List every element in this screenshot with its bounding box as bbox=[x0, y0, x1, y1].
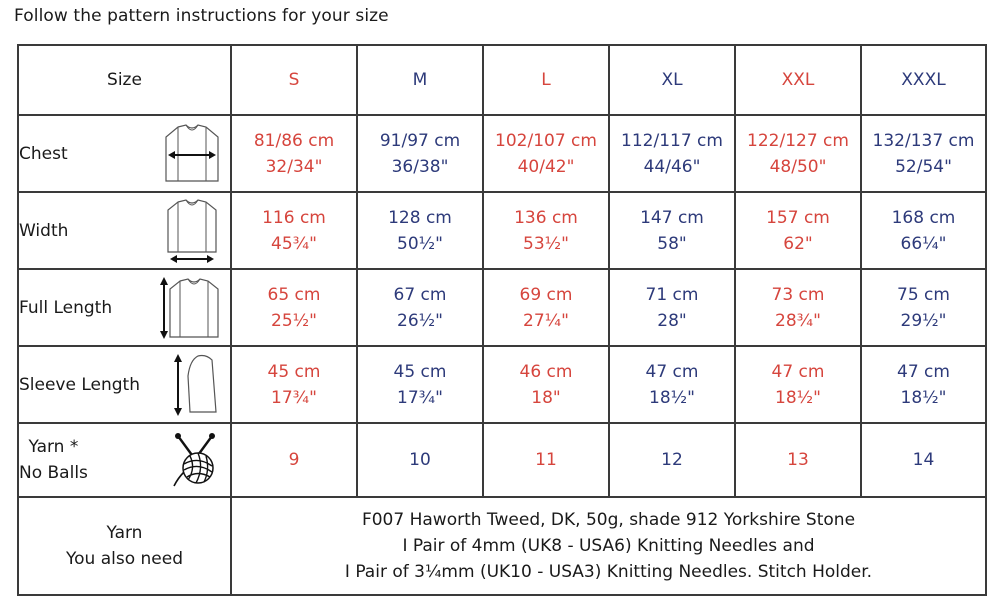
chest-garment-icon bbox=[164, 123, 220, 185]
width-m-cm: 128 cm bbox=[388, 207, 452, 228]
size-l: L bbox=[483, 45, 609, 115]
chest-xl-cm: 112/117 cm bbox=[621, 130, 723, 151]
full-length-s-in: 25½" bbox=[271, 310, 317, 331]
sleeve-l-in: 18" bbox=[531, 387, 561, 408]
chest-row bbox=[18, 115, 986, 192]
balls-xl: 12 bbox=[609, 423, 735, 497]
width-xxxl-cm: 168 cm bbox=[891, 207, 956, 228]
full-length-xxxl-cm: 75 cm bbox=[897, 284, 950, 305]
sleeve-xl-in: 18½" bbox=[649, 387, 695, 408]
width-s-cm: 116 cm bbox=[262, 207, 326, 228]
balls-m: 10 bbox=[357, 423, 483, 497]
full-length-xxxl-in: 29½" bbox=[900, 310, 947, 331]
length-garment-icon bbox=[158, 275, 220, 341]
sleeve-s-in: 17¾" bbox=[271, 387, 317, 408]
chest-m-in: 36/38" bbox=[391, 156, 449, 177]
size-s: S bbox=[231, 45, 357, 115]
chest-l-in: 40/42" bbox=[517, 156, 575, 177]
yarn-balls-row bbox=[18, 423, 986, 497]
balls-xxxl: 14 bbox=[861, 423, 986, 497]
size-xxxl: XXXL bbox=[861, 45, 986, 115]
sleeve-m-in: 17¾" bbox=[397, 387, 443, 408]
balls-xxl: 13 bbox=[735, 423, 861, 497]
materials-line-1: F007 Haworth Tweed, DK, 50g, shade 912 Yorkshire Stone bbox=[361, 510, 856, 530]
sleeve-xxxl-in: 18½" bbox=[900, 387, 947, 408]
full-length-l-in: 27¼" bbox=[523, 310, 569, 331]
sleeve-length-row bbox=[18, 346, 986, 423]
chest-m-cm: 91/97 cm bbox=[379, 130, 461, 151]
width-xxl-cm: 157 cm bbox=[766, 207, 830, 228]
size-xl: XL bbox=[609, 45, 735, 115]
width-xl-cm: 147 cm bbox=[640, 207, 704, 228]
materials-line-2: I Pair of 4mm (UK8 - USA6) Knitting Needles and bbox=[402, 536, 815, 556]
materials-yarn-label: Yarn bbox=[106, 523, 143, 543]
sleeve-s-cm: 45 cm bbox=[267, 361, 321, 382]
chest-xl-in: 44/46" bbox=[643, 156, 701, 177]
full-length-row bbox=[18, 269, 986, 346]
full-length-s-cm: 65 cm bbox=[267, 284, 321, 305]
balls-s: 9 bbox=[231, 423, 357, 497]
width-s-in: 45¾" bbox=[271, 233, 317, 254]
full-length-xxl-cm: 73 cm bbox=[771, 284, 825, 305]
width-xl-in: 58" bbox=[657, 233, 687, 254]
chest-xxl-in: 48/50" bbox=[769, 156, 827, 177]
sleeve-xxl-cm: 47 cm bbox=[771, 361, 825, 382]
sleeve-m-cm: 45 cm bbox=[393, 361, 447, 382]
sleeve-l-cm: 46 cm bbox=[519, 361, 573, 382]
materials-line-3: I Pair of 3¼mm (UK10 - USA3) Knitting Needles. Stitch Holder. bbox=[344, 562, 873, 582]
no-balls-label: No Balls bbox=[19, 463, 88, 483]
sleeve-xxxl-cm: 47 cm bbox=[897, 361, 950, 382]
full-length-m-in: 26½" bbox=[397, 310, 443, 331]
intro-text: Follow the pattern instructions for your size bbox=[14, 6, 389, 26]
size-header-row bbox=[18, 45, 986, 115]
size-m: M bbox=[357, 45, 483, 115]
full-length-xxl-in: 28¾" bbox=[775, 310, 821, 331]
chest-xxl-cm: 122/127 cm bbox=[747, 130, 849, 151]
size-xxl: XXL bbox=[735, 45, 861, 115]
width-xxl-in: 62" bbox=[783, 233, 813, 254]
width-garment-icon bbox=[164, 198, 220, 264]
chest-xxxl-in: 52/54" bbox=[895, 156, 952, 177]
yarn-ball-needles-icon bbox=[170, 432, 220, 488]
sleeve-xl-cm: 47 cm bbox=[645, 361, 699, 382]
yarn-label: Yarn * bbox=[28, 437, 79, 457]
chest-xxxl-cm: 132/137 cm bbox=[872, 130, 975, 151]
width-l-cm: 136 cm bbox=[514, 207, 578, 228]
width-m-in: 50½" bbox=[397, 233, 443, 254]
chest-s-in: 32/34" bbox=[265, 156, 323, 177]
sleeve-garment-icon bbox=[172, 352, 220, 418]
size-chart-table bbox=[17, 44, 987, 596]
sleeve-length-label: Sleeve Length bbox=[19, 374, 140, 395]
chest-label: Chest bbox=[19, 143, 68, 164]
size-label: Size bbox=[18, 45, 231, 115]
width-l-in: 53½" bbox=[523, 233, 569, 254]
balls-l: 11 bbox=[483, 423, 609, 497]
full-length-xl-in: 28" bbox=[657, 310, 687, 331]
full-length-xl-cm: 71 cm bbox=[645, 284, 699, 305]
width-label: Width bbox=[19, 220, 69, 241]
full-length-l-cm: 69 cm bbox=[519, 284, 573, 305]
chest-l-cm: 102/107 cm bbox=[495, 130, 597, 151]
chest-s-cm: 81/86 cm bbox=[253, 130, 335, 151]
sleeve-xxl-in: 18½" bbox=[775, 387, 821, 408]
width-xxxl-in: 66¼" bbox=[900, 233, 947, 254]
full-length-m-cm: 67 cm bbox=[393, 284, 447, 305]
materials-also-need-label: You also need bbox=[66, 549, 183, 569]
full-length-label: Full Length bbox=[19, 297, 113, 318]
width-row bbox=[18, 192, 986, 269]
materials-row bbox=[18, 497, 986, 595]
